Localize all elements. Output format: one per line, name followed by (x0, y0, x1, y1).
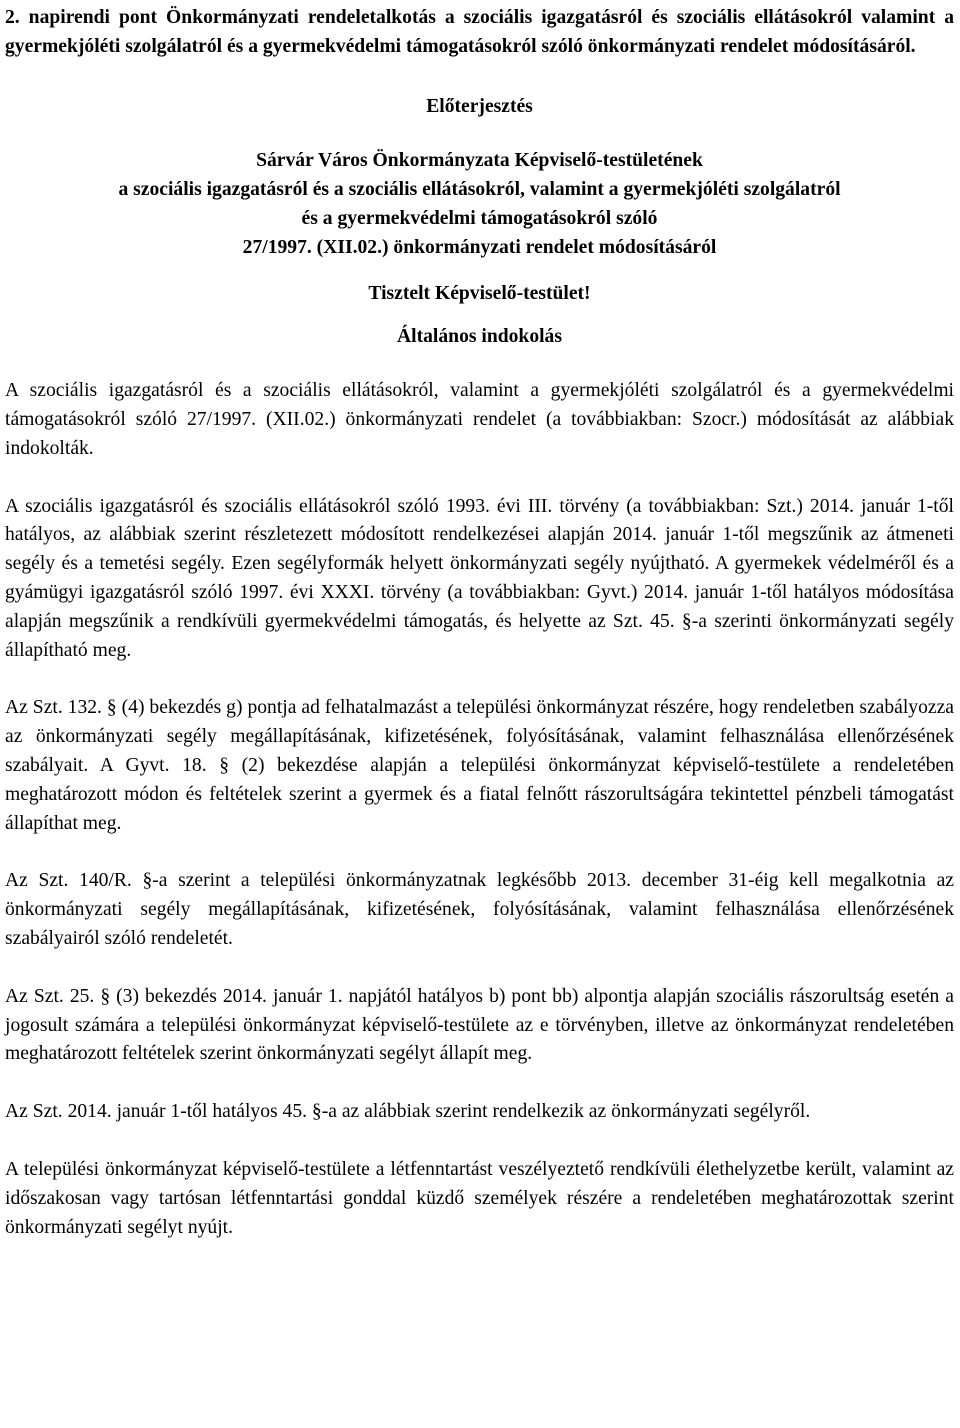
title-line-1: Sárvár Város Önkormányzata Képviselő-testületének (256, 150, 703, 172)
paragraph-4: Az Szt. 140/R. §-a szerint a települési önkormányzatnak legkésőbb 2013. december 31-éig kell megalkotnia az önkormányzati segély megállapításának, kifizetésének, folyósításának, valamint felhasználása ellenőrzésének szabályairól szóló rendeletét. (5, 870, 954, 949)
agenda-heading: 2. napirendi pont Önkormányzati rendeletalkotás a szociális igazgatásról és szociális ellátásokról valamint a gyermekjóléti szolgálatról és a gyermekvédelmi támogatásokról szóló önkormányzati rendelet módosításáról. (5, 7, 954, 57)
paragraph-5: Az Szt. 25. § (3) bekezdés 2014. január 1. napjától hatályos b) pont bb) alpontja alapján szociális rászorultság esetén a jogosult számára a települési önkormányzat képviselő-testülete az e törvényben, illetve az önkormányzat rendeletében meghatározott feltételek szerint önkormányzati segélyt állapít meg. (5, 985, 954, 1065)
paragraph-3: Az Szt. 132. § (4) bekezdés g) pontja ad felhatalmazást a települési önkormányzat részére, hogy rendeletben szabályozza az önkormányzati segély megállapításának, kifizetésének, folyósításának, valamint felhasználása ellenőrzésének szabályait. A Gyvt. 18. § (2) bekezdése alapján a települési önkormányzat képviselő-testülete a rendeletében meghatározott módon és feltételek szerint a gyermek és a fiatal felnőtt rászorultságára tekintettel pénzbeli támogatást állapíthat meg. (5, 697, 954, 834)
paragraph-6: Az Szt. 2014. január 1-től hatályos 45. §-a az alábbiak szerint rendelkezik az önkormányzati segélyről. (5, 1101, 811, 1123)
title-line-3: és a gyermekvédelmi támogatásokról szóló (301, 207, 658, 229)
section-title: Általános indokolás (397, 326, 562, 348)
paragraph-2: A szociális igazgatásról és szociális ellátásokról szóló 1993. évi III. törvény (a továbbiakban: Szt.) 2014. január 1-től hatályos, az alábbiak szerint részletezett módosított rendelkezései alapján 2014. január 1-től megszűnik az átmeneti segély és a temetési segély. Ezen segélyformák helyett önkormányzati segély nyújtható. A gyermekek védelméről és a gyámügyi igazgatásról szóló 1997. évi XXXI. törvény (a továbbiakban: Gyvt.) 2014. január 1-től hatályos módosítása alapján megszűnik a rendkívüli gyermekvédelmi támogatás, és helyette az Szt. 45. §-a szerinti önkormányzati segély állapítható meg. (5, 495, 954, 661)
title-line-2: a szociális igazgatásról és a szociális ellátásokról, valamint a gyermekjóléti szolgálatról (118, 179, 841, 201)
salutation: Tisztelt Képviselő-testület! (368, 282, 591, 304)
paragraph-7: A települési önkormányzat képviselő-testülete a létfenntartást veszélyeztető rendkívüli élethelyzetbe került, valamint az időszakosan vagy tartósan létfenntartási gonddal küzdő személyek részére a rendeletében meghatározottak szerint önkormányzati segélyt nyújt. (5, 1158, 954, 1238)
title-line-4: 27/1997. (XII.02.) önkormányzati rendelet módosításáról (242, 236, 717, 258)
paragraph-1: A szociális igazgatásról és a szociális ellátásokról, valamint a gyermekjóléti szolgálatról és a gyermekvédelmi támogatásokról szóló 27/1997. (XII.02.) önkormányzati rendelet (a továbbiakban: Szocr.) módosítását az alábbiak indokolták. (5, 380, 954, 459)
eloterjesztes-title: Előterjesztés (426, 95, 533, 117)
